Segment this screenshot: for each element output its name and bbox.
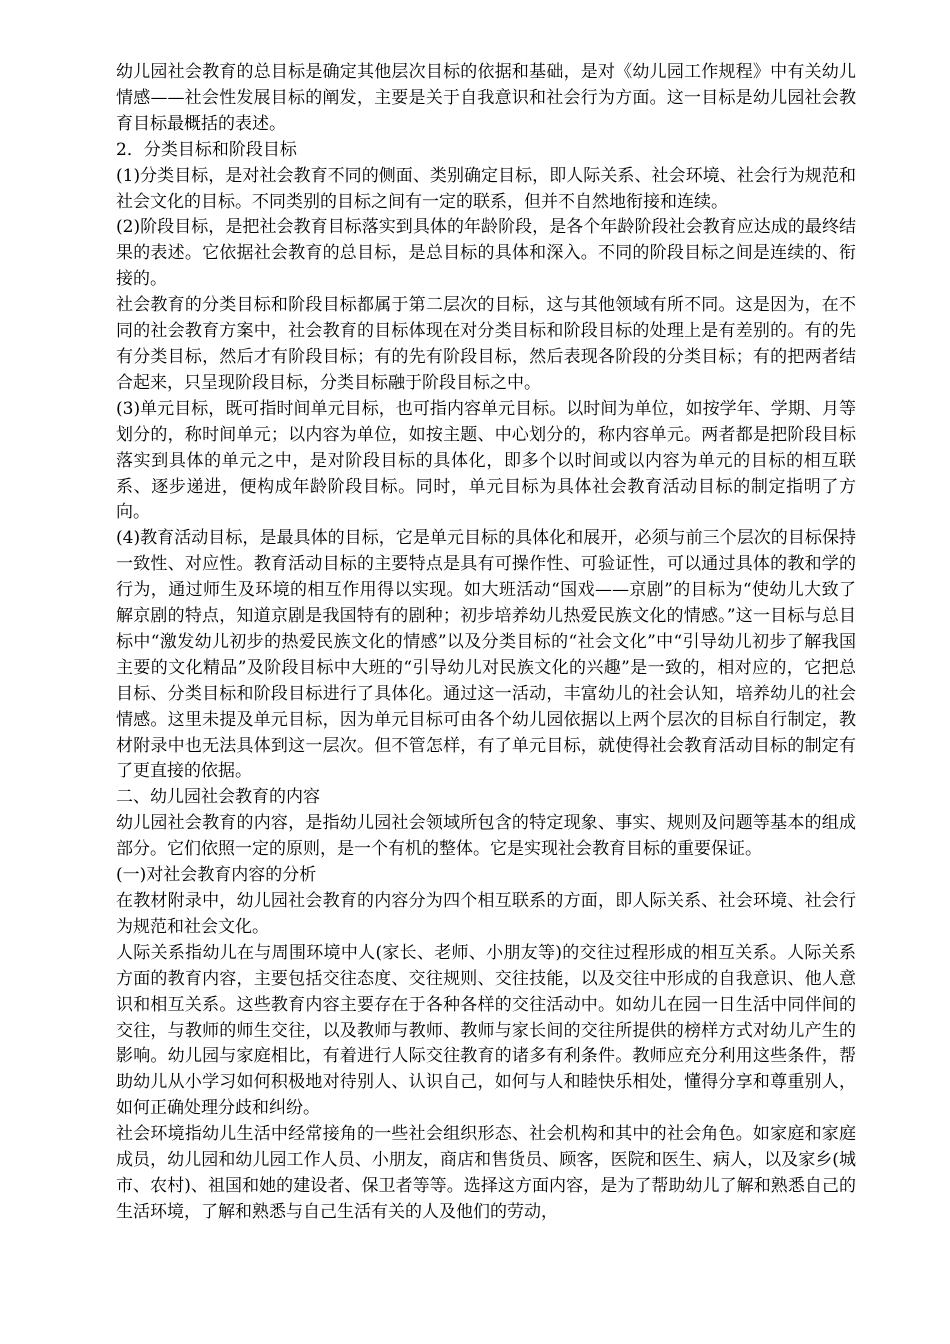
paragraph-four-aspects: 在教材附录中，幼儿园社会教育的内容分为四个相互联系的方面，即人际关系、社会环境、社会行为规范和社会文化。 xyxy=(116,891,856,937)
heading-content-analysis: (一)对社会教育内容的分析 xyxy=(116,865,317,886)
paragraph-social-environment: 社会环境指幼儿生活中经常接角的一些社会组织形态、社会机构和其中的社会角色。如家庭和家庭成员，幼儿园和幼儿园工作人员、小朋友，商店和售货员、顾客，医院和医生、病人，以及家乡(城市、农村)、祖国和她的建设者、保卫者等等。选择这方面内容，是为了帮助幼儿了解和熟悉自己的生活环境，了解和熟悉与自己生活有关的人及他们的劳动， xyxy=(116,1124,856,1222)
paragraph-general-goal: 幼儿园社会教育的总目标是确定其他层次目标的依据和基础，是对《幼儿园工作规程》中有关幼儿情感——社会性发展目标的阐发，主要是关于自我意识和社会行为方面。这一目标是幼儿园社会教育目标最概括的表述。 xyxy=(116,62,856,134)
paragraph-interpersonal-relations: 人际关系指幼儿在与周围环境中人(家长、老师、小朋友等)的交往过程形成的相互关系。人际关系方面的教育内容，主要包括交往态度、交往规则、交往技能，以及交往中形成的自我意识、他人意识和相互关系。这些教育内容主要存在于各种各样的交往活动中。如幼儿在园一日生活中同伴间的交往，与教师的师生交往，以及教师与教师、教师与家长间的交往所提供的榜样方式对幼儿产生的影响。幼儿园与家庭相比，有着进行人际交往教育的诸多有利条件。教师应充分利用这些条件，帮助幼儿从小学习如何积极地对待别人、认识自己，如何与人和睦快乐相处，懂得分享和尊重别人，如何正确处理分歧和纠纷。 xyxy=(116,942,856,1119)
paragraph-content-definition: 幼儿园社会教育的内容，是指幼儿园社会领域所包含的特定现象、事实、规则及问题等基本的组成部分。它们依照一定的原则，是一个有机的整体。它是实现社会教育目标的重要保证。 xyxy=(116,813,856,860)
paragraph-second-level-goals: 社会教育的分类目标和阶段目标都属于第二层次的目标，这与其他领域有所不同。这是因为，在不同的社会教育方案中，社会教育的目标体现在对分类目标和阶段目标的处理上是有差别的。有的先有分类目标，然后才有阶段目标；有的先有阶段目标，然后表现各阶段的分类目标；有的把两者结合起来，只呈现阶段目标，分类目标融于阶段目标之中。 xyxy=(116,295,856,393)
paragraph-unit-goal: (3)单元目标，既可指时间单元目标，也可指内容单元目标。以时间为单位，如按学年、学期、月等划分的，称时间单元；以内容为单位，如按主题、中心划分的，称内容单元。两者都是把阶段目标落实到具体的单元之中，是对阶段目标的具体化，即多个以时间或以内容为单元的目标的相互联系、逐步递进，便构成年龄阶段目标。同时，单元目标为具体社会教育活动目标的制定指明了方向。 xyxy=(116,398,856,523)
document-page xyxy=(116,60,856,1226)
paragraph-classified-goal: (1)分类目标，是对社会教育不同的侧面、类别确定目标，即人际关系、社会环境、社会行为规范和社会文化的目标。不同类别的目标之间有一定的联系，但并不自然地衔接和连续。 xyxy=(116,165,856,212)
paragraph-activity-goal: (4)教育活动目标，是最具体的目标，它是单元目标的具体化和展开，必须与前三个层次的目标保持一致性、对应性。教育活动目标的主要特点是具有可操作性、可验证性，可以通过具体的教和学的行为，通过师生及环境的相互作用得以实现。如大班活动“国戏——京剧”的目标为“使幼儿大致了解京剧的特点，知道京剧是我国特有的剧种；初步培养幼儿热爱民族文化的情感。”这一目标与总目标中“激发幼儿初步的热爱民族文化的情感”以及分类目标的“社会文化”中“引导幼儿初步了解我国主要的文化精品”及阶段目标中大班的“引导幼儿对民族文化的兴趣”是一致的，相对应的，它把总目标、分类目标和阶段目标进行了具体化。通过这一活动，丰富幼儿的社会认知，培养幼儿的社会情感。这里未提及单元目标，因为单元目标可由各个幼儿园依据以上两个层次的目标自行制定，教材附录中也无法具体到这一层次。但不管怎样，有了单元目标，就使得社会教育活动目标的制定有了更直接的依据。 xyxy=(116,528,856,782)
paragraph-stage-goal: (2)阶段目标，是把社会教育目标落实到具体的年龄阶段，是各个年龄阶段社会教育应达成的最终结果的表述。它依据社会教育的总目标，是总目标的具体和深入。不同的阶段目标之间是连续的、衔接的。 xyxy=(116,217,856,290)
heading-section-two-content: 二、幼儿园社会教育的内容 xyxy=(116,787,320,808)
heading-classified-and-stage-goals: 2．分类目标和阶段目标 xyxy=(116,139,297,160)
